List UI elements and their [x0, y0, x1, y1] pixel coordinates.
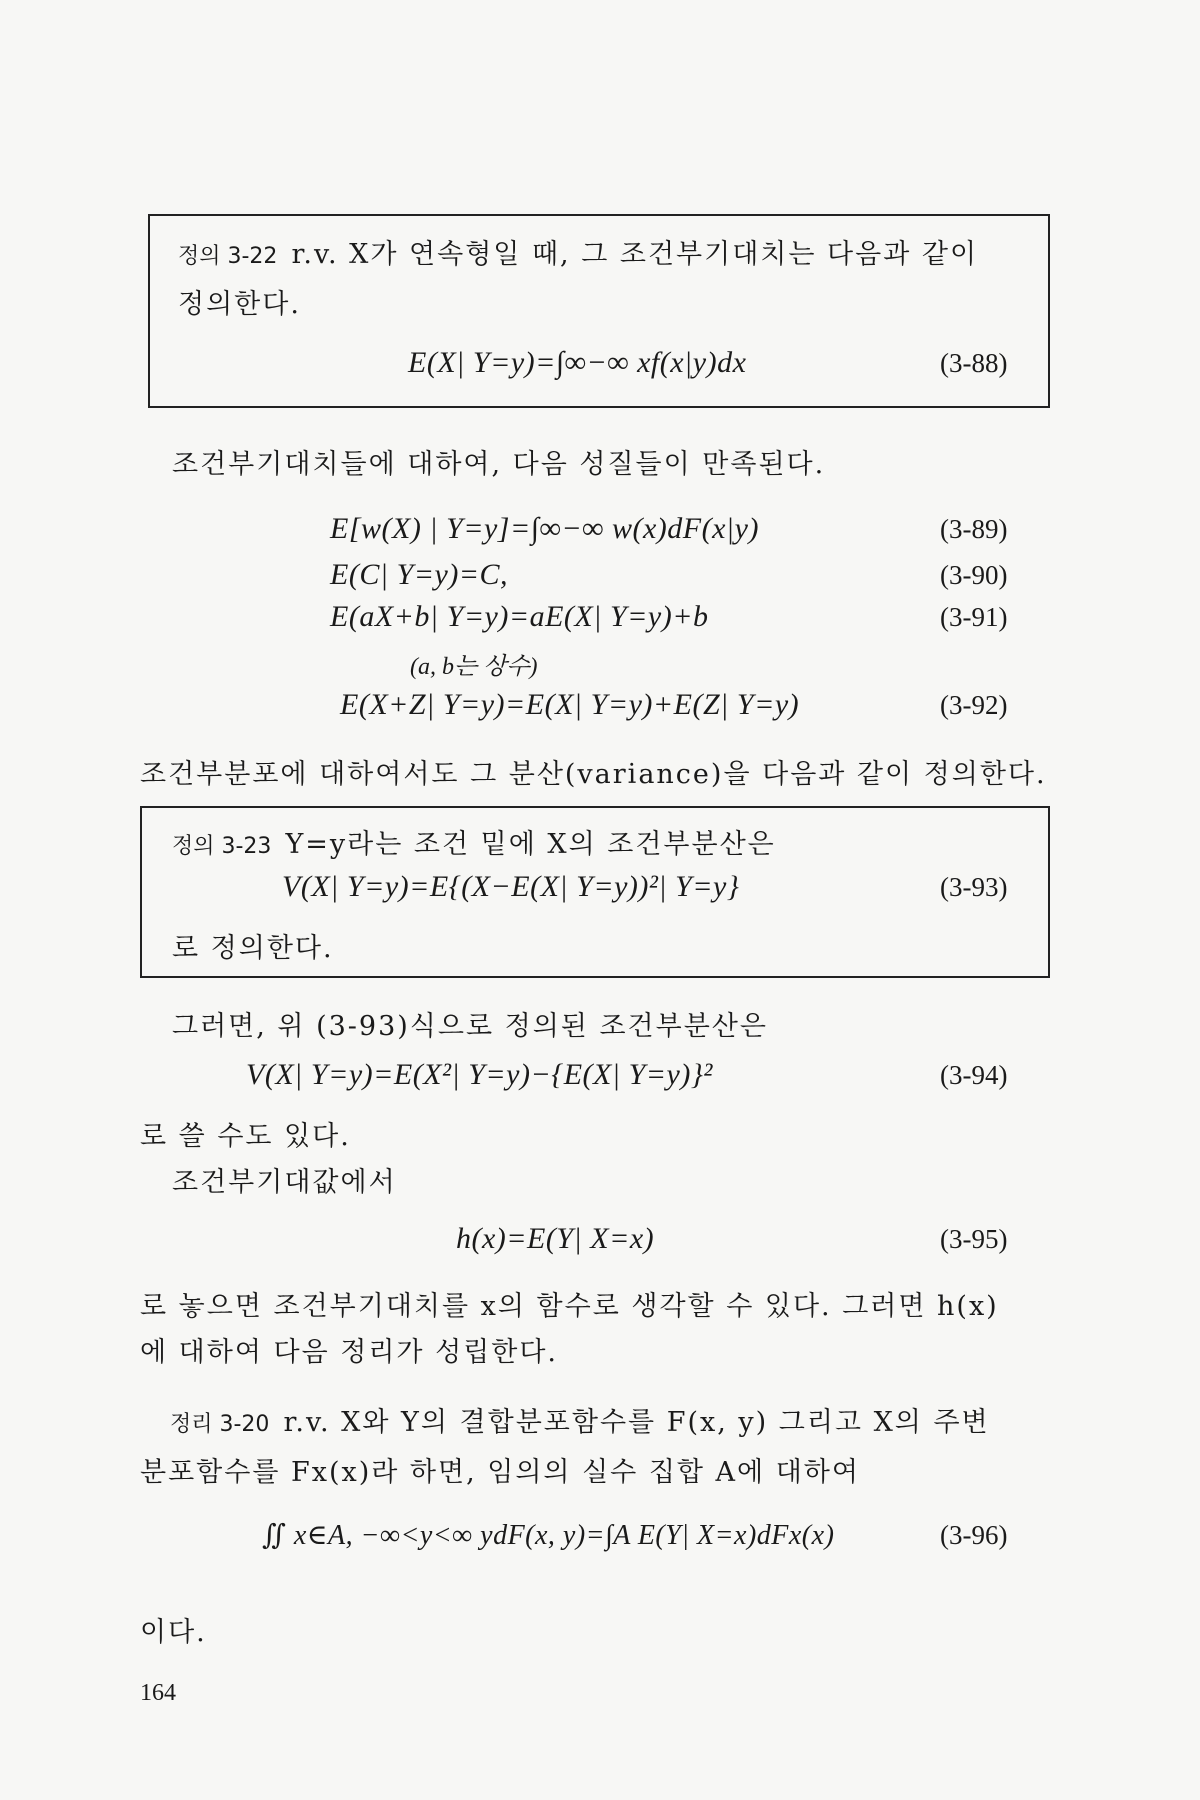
definition-3-23-line1: 정의 3-23 Y=y라는 조건 밑에 X의 조건부분산은: [172, 829, 776, 860]
paragraph: 에 대하여 다음 정리가 성립한다.: [140, 1337, 558, 1368]
paragraph: 이다.: [140, 1617, 207, 1648]
equation-3-91: E(aX+b| Y=y)=aE(X| Y=y)+b: [330, 600, 709, 633]
equation-number: (3-93): [940, 872, 1008, 902]
theorem-3-20-line1: 정리 3-20 r.v. X와 Y의 결합분포함수를 F(x, y) 그리고 X의 주변: [170, 1407, 990, 1438]
definition-label: 정의 3-23: [172, 834, 272, 859]
equation-3-88: E(X| Y=y)=∫∞−∞ xf(x|y)dx: [408, 346, 747, 379]
equation-number: (3-88): [940, 348, 1008, 378]
equation-number: (3-91): [940, 602, 1008, 632]
equation-3-94: V(X| Y=y)=E(X²| Y=y)−{E(X| Y=y)}²: [246, 1058, 713, 1091]
equation-number: (3-96): [940, 1520, 1008, 1550]
page-number: 164: [140, 1680, 176, 1706]
equation-3-89: E[w(X) | Y=y]=∫∞−∞ w(x)dF(x|y): [330, 512, 759, 545]
equation-3-93: V(X| Y=y)=E{(X−E(X| Y=y))²| Y=y}: [282, 870, 740, 903]
paragraph: 로 쓸 수도 있다.: [140, 1121, 351, 1152]
equation-3-96: ∬ x∈A, −∞<y<∞ ydF(x, y)=∫A E(Y| X=x)dFx(x): [262, 1520, 835, 1551]
equation-3-90: E(C| Y=y)=C,: [330, 558, 509, 591]
equation-3-95: h(x)=E(Y| X=x): [456, 1222, 655, 1255]
paragraph: 조건부기대치들에 대하여, 다음 성질들이 만족된다.: [172, 449, 826, 480]
paragraph: 조건부분포에 대하여서도 그 분산(variance)을 다음과 같이 정의한다.: [140, 759, 1047, 790]
theorem-label: 정리 3-20: [170, 1412, 270, 1437]
paragraph: 로 놓으면 조건부기대치를 x의 함수로 생각할 수 있다. 그러면 h(x): [140, 1291, 999, 1322]
definition-label: 정의 3-22: [178, 244, 278, 269]
equation-number: (3-89): [940, 514, 1008, 544]
equation-number: (3-95): [940, 1224, 1008, 1254]
equation-number: (3-92): [940, 690, 1008, 720]
theorem-3-20-line2: 분포함수를 Fx(x)라 하면, 임의의 실수 집합 A에 대하여: [140, 1457, 860, 1488]
definition-3-23-line3: 로 정의한다.: [172, 933, 334, 964]
equation-3-92: E(X+Z| Y=y)=E(X| Y=y)+E(Z| Y=y): [340, 688, 800, 721]
equation-number: (3-94): [940, 1060, 1008, 1090]
constants-note: (a, b는 상수): [410, 654, 538, 680]
paragraph: 조건부기대값에서: [172, 1167, 397, 1198]
definition-3-22-line1: 정의 3-22 r.v. X가 연속형일 때, 그 조건부기대치는 다음과 같이: [178, 239, 979, 270]
paragraph: 그러면, 위 (3-93)식으로 정의된 조건부분산은: [172, 1011, 768, 1042]
equation-number: (3-90): [940, 560, 1008, 590]
definition-3-22-line2: 정의한다.: [178, 289, 301, 320]
